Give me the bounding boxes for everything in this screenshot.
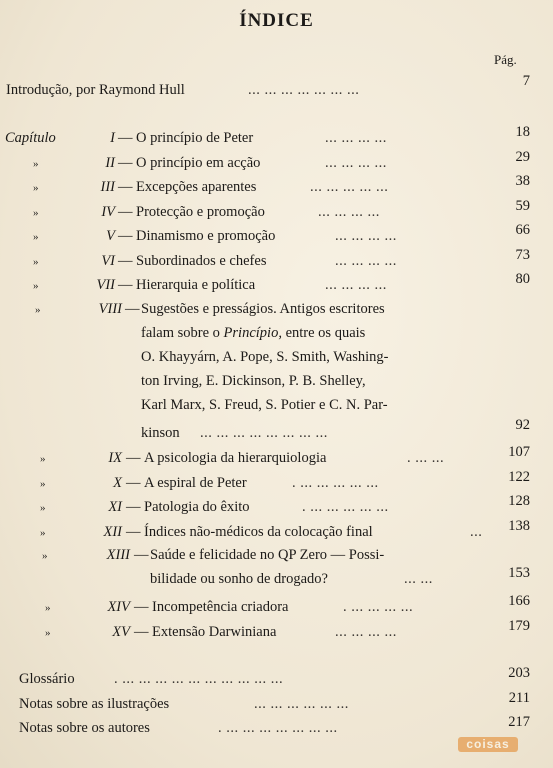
chapter-number: VII: [96, 277, 115, 293]
dash: —: [134, 547, 149, 563]
chapter-number: IV: [101, 203, 115, 220]
line2-pre: falam sobre o: [141, 325, 224, 341]
toc-entry-chapter-viii: [0, 298, 553, 320]
toc-entry-chapter: [0, 617, 553, 643]
dash: —: [118, 203, 133, 220]
ditto-mark: »: [33, 182, 39, 194]
toc-entry-chapter: [0, 517, 553, 543]
dash: —: [134, 599, 149, 615]
page-number: 80: [515, 271, 530, 287]
leader-dots: ... ... ... ...: [335, 252, 397, 269]
entry-title: Introdução, por Raymond Hull: [6, 82, 185, 98]
chapter-number: IX: [108, 450, 122, 466]
page-number: 66: [515, 222, 530, 238]
entry-title-line1: Saúde e felicidade no QP Zero — Possi-: [150, 547, 385, 563]
leader-dots: ... ...: [404, 571, 433, 587]
toc-entry-chapter: [0, 593, 553, 618]
leader-dots: . ... ... ... ...: [343, 599, 414, 615]
ditto-mark: »: [40, 502, 46, 514]
page-title: ÍNDICE: [239, 10, 314, 31]
leader-dots: ... ... ... ... ... ...: [254, 695, 349, 712]
entry-title: Incompetência criadora: [152, 599, 289, 615]
toc-entry-back: [0, 665, 553, 690]
entry-title: Patologia do êxito: [144, 499, 250, 515]
entry-title: A psicologia da hierarquiologia: [144, 450, 327, 466]
page-number: 138: [508, 517, 530, 534]
ditto-mark: »: [33, 157, 39, 170]
ditto-mark: »: [40, 526, 46, 539]
leader-dots: ... ... ... ...: [335, 623, 397, 640]
leader-dots: ... ... ... ...: [335, 228, 397, 244]
entry-title: O princípio em acção: [136, 154, 261, 171]
page-number: 107: [508, 444, 530, 460]
line2-italic: Princípio,: [223, 325, 282, 341]
leader-dots: . ... ... ... ... ... ... ...: [218, 720, 338, 736]
toc-entry-chapter-viii-end: [0, 417, 553, 444]
dash: —: [118, 277, 133, 293]
entry-title: Notas sobre as ilustrações: [19, 695, 170, 712]
entry-title-line2: [141, 322, 365, 344]
page-number: 122: [508, 468, 530, 485]
leader-dots: ... ... ... ... ... ... ... ...: [200, 425, 328, 441]
toc-entry-chapter: [0, 173, 553, 198]
toc-entry-chapter: [0, 468, 553, 494]
page-number: 7: [522, 73, 530, 89]
page-number: 179: [508, 617, 530, 634]
chapter-number: III: [100, 179, 115, 195]
ditto-mark: »: [45, 602, 51, 614]
leader-dots: ... ... ... ... ... ... ...: [248, 82, 360, 98]
chapter-number: II: [105, 154, 115, 171]
dash: —: [125, 301, 140, 317]
dash: —: [118, 154, 133, 171]
chapter-number: X: [113, 474, 122, 491]
toc-entry-chapter: [0, 197, 553, 223]
chapter-number: XII: [103, 523, 122, 540]
page-number: 128: [508, 493, 530, 509]
entry-title: Glossário: [19, 671, 75, 687]
page-number: 203: [508, 665, 530, 681]
leader-dots: . ... ... ... ... ... ... ... ... ... ...: [114, 671, 284, 687]
ditto-mark: »: [42, 550, 48, 562]
toc-entry-intro: [0, 73, 553, 98]
entry-title-line1: Sugestões e presságios. Antigos escritores: [141, 301, 385, 317]
page-number: 38: [515, 173, 530, 189]
leader-dots: . ... ... ... ... ...: [292, 474, 379, 491]
leader-dots: ... ... ... ...: [325, 277, 387, 293]
page-number: 29: [515, 148, 530, 165]
entry-title-line6: kinson: [141, 425, 180, 441]
entry-title: Subordinados e chefes: [136, 252, 267, 269]
leader-dots: ... ... ... ...: [325, 154, 387, 171]
toc-entry-chapter: [0, 148, 553, 174]
chapter-number: I: [110, 130, 115, 146]
page-number: 166: [508, 593, 530, 609]
line2-post: entre os quais: [281, 325, 366, 341]
leader-dots: ... ... ... ...: [325, 130, 387, 146]
entry-title: Excepções aparentes: [136, 179, 257, 195]
chapter-number: V: [106, 228, 115, 244]
ditto-mark: »: [33, 255, 39, 268]
chapter-number: XV: [112, 623, 130, 640]
chapter-word: Capítulo: [5, 130, 56, 146]
ditto-mark: »: [33, 206, 39, 219]
toc-entry-chapter: [0, 246, 553, 272]
ditto-mark: »: [45, 626, 51, 639]
entry-title: Dinamismo e promoção: [136, 228, 276, 244]
entry-title: Notas sobre os autores: [19, 720, 150, 736]
dash: —: [126, 523, 141, 540]
entry-title: Extensão Darwiniana: [152, 623, 277, 640]
chapter-number: VIII: [98, 301, 122, 317]
page-number: 59: [515, 197, 530, 214]
chapter-number: XIV: [107, 599, 130, 615]
chapter-number: XI: [108, 499, 122, 515]
entry-title: Índices não-médicos da colocação final: [144, 523, 373, 540]
toc-entry-chapter-xiii: [0, 544, 553, 566]
toc-entry-back: [0, 689, 553, 715]
toc-entry-back: [0, 714, 553, 739]
page-number: 211: [508, 689, 530, 706]
dash: —: [126, 474, 141, 491]
entry-title: Hierarquia e política: [136, 277, 256, 293]
toc-entry-chapter-xiii-end: [0, 565, 553, 590]
dash: —: [118, 130, 133, 146]
entry-title: O princípio de Peter: [136, 130, 254, 146]
dash: —: [126, 450, 141, 466]
toc-entry-chapter: [0, 124, 553, 149]
entry-title-line4: ton Irving, E. Dickinson, P. B. Shelley,: [141, 373, 366, 389]
dash: —: [118, 179, 133, 195]
page-number: 92: [515, 417, 530, 433]
leader-dots: ... ... ... ...: [318, 203, 380, 220]
ditto-mark: »: [40, 453, 46, 465]
chapter-number: VI: [101, 252, 115, 269]
page-number: 153: [508, 565, 530, 581]
ditto-mark: »: [33, 280, 39, 292]
ditto-mark: »: [40, 477, 46, 490]
entry-title-line2: bilidade ou sonho de drogado?: [150, 571, 328, 587]
leader-dots: ... ... ... ... ...: [310, 179, 389, 195]
page-column-header: Pág.: [494, 52, 517, 67]
dash: —: [134, 623, 149, 640]
leader-dots: . ... ... ... ... ...: [302, 499, 389, 515]
toc-entry-chapter: [0, 493, 553, 518]
toc-entry-chapter: [0, 222, 553, 247]
leader-dots: ...: [470, 523, 483, 540]
entry-title: A espiral de Peter: [144, 474, 247, 491]
toc-entry-chapter: [0, 444, 553, 469]
page-number: 217: [508, 714, 530, 730]
dash: —: [118, 228, 133, 244]
ditto-mark: »: [35, 304, 41, 316]
watermark-stamp: coisas: [458, 737, 518, 752]
toc-entry-chapter: [0, 271, 553, 296]
ditto-mark: »: [33, 231, 39, 243]
entry-title-line5: Karl Marx, S. Freud, S. Potier e C. N. Par-: [141, 397, 388, 413]
leader-dots: . ... ...: [407, 450, 445, 466]
entry-title: Protecção e promoção: [136, 203, 265, 220]
page-number: 73: [515, 246, 530, 263]
chapter-number: XIII: [106, 547, 130, 563]
dash: —: [118, 252, 133, 269]
page-number: 18: [515, 124, 530, 140]
dash: —: [126, 499, 141, 515]
entry-title-line3: O. Khayyárn, A. Pope, S. Smith, Washing-: [141, 349, 389, 365]
